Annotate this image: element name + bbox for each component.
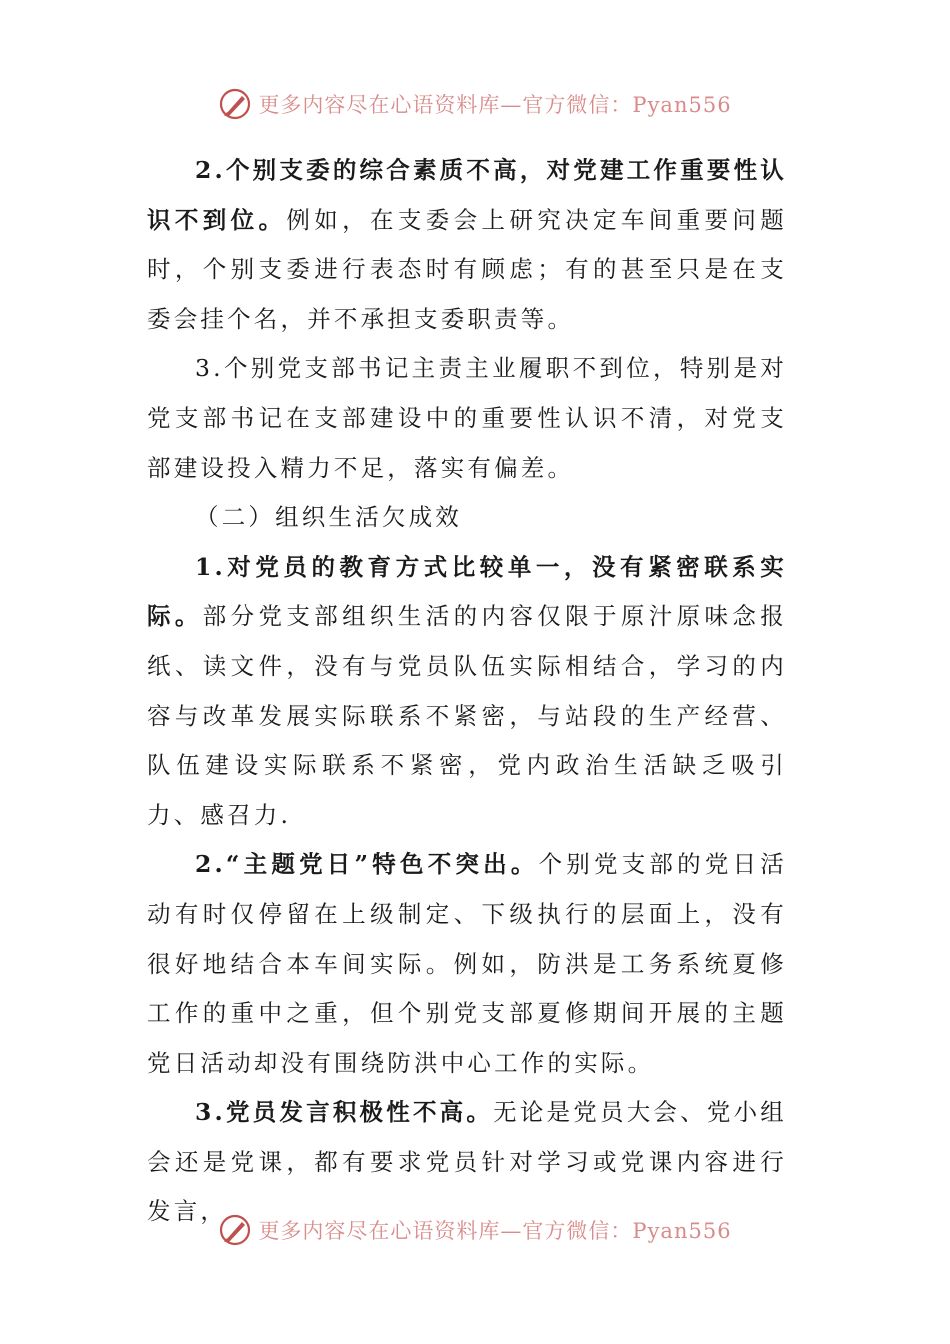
paragraph-lead: 1.对党员的教育方式比较单一，没有紧密联系实际。 — [147, 552, 787, 631]
paragraph — [147, 146, 787, 344]
paragraph-lead: 2.个别支委的综合素质不高，对党建工作重要性认识不到位。 — [147, 156, 787, 234]
paragraph-lead: 3.党员发言积极性不高。 — [195, 1098, 494, 1127]
paragraph-text: 无论是党员大会、党小组会还是党课，都有要求党员针对学习或党课内容进行发言， — [147, 1098, 787, 1226]
paragraph-text: 个别党支部的党日活动有时仅停留在上级制定、下级执行的层面上，没有很好地结合本车间实际。例如，防洪是工务系统夏修工作的重中之重，但个别党支部夏修期间开展的主题党日活动却没有围绕防洪中心工作的实际。 — [147, 850, 787, 1077]
paragraph-text: 部分党支部组织生活的内容仅限于原汁原味念报纸、读文件，没有与党员队伍实际相结合，学习的内容与改革发展实际联系不紧密，与站段的生产经营、队伍建设实际联系不紧密，党内政治生活缺乏吸引力、感召力. — [147, 602, 788, 829]
paragraph-text: 3.个别党支部书记主责主业履职不到位，特别是对党支部书记在支部建设中的重要性认识不清，对党支部建设投入精力不足，落实有偏差。 — [147, 354, 787, 482]
paragraph-lead: 2.“主题党日”特色不突出。 — [195, 850, 539, 879]
paragraph — [147, 840, 787, 1088]
section-heading — [147, 493, 787, 543]
pen-logo-icon — [218, 1213, 252, 1247]
paragraph — [147, 543, 787, 841]
watermark-text: 更多内容尽在心语资料库—官方微信：Pyan556 — [258, 93, 732, 117]
paragraph-text: 例如，在支委会上研究决定车间重要问题时，个别支委进行表态时有顾虑；有的甚至只是在支委会挂个名，并不承担支委职责等。 — [147, 205, 787, 333]
watermark-banner-top — [0, 84, 950, 124]
section-heading-text: （二）组织生活欠成效 — [195, 503, 462, 532]
pen-logo-icon — [218, 87, 252, 121]
watermark-text: 更多内容尽在心语资料库—官方微信：Pyan556 — [258, 1219, 732, 1243]
watermark-banner-bottom — [0, 1210, 950, 1250]
document-body — [147, 146, 787, 1237]
paragraph — [147, 344, 787, 493]
